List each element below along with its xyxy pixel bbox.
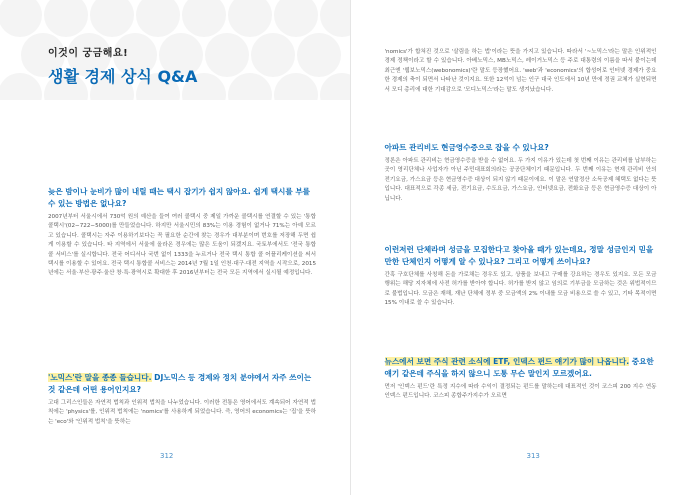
answer: 2007년부터 서울시에서 730억 원의 예산을 들여 여러 콜택시 중 제일 가까운 콜택시를 연결할 수 있는 '통합 콜택시'(02−722−5000)를 만들었습니다. 하지만 서울시민의 83%는 이용 경험이 없거나 71%는 아예 모르고 있습니다. 콜택시는 자주 이용하기보다는 꼭 필요한 순간에 찾는 경우가 대부분이며 번호를 저장해 두면 쉽게 이용할 수 있습니다. 타 지역에서 서울에 올라온 경우에는 많은 도움이 되겠지요. 국토부에서도 '전국 통합 콜 서비스'를 실시합니다. 전국 어디서나 국번 없이 1333을 누르거나 전국 택시 통합 콜 어플리케이션을 써서 택시를 이용할 수 있어요. 전국 택시 통합콜 서비스는 2014년 7월 1일 인천·대구·대전 지역을 시작으로, 2015년에는 서울·부산·광주·울산 창·특·광역시로 확대한 후 2016년부터는 전국 모든 지역에서 실시될 예정입니다.	[48, 214, 316, 277]
question-highlight: '노믹스'란 말을 종종 들습니다.	[48, 373, 152, 382]
answer: 먼저 '인덱스 펀드'란 특정 지수에 따라 수익이 결정되는 펀드를 말하는데 대표적인 것이 코스피 200 지수 연동 인덱스 펀드입니다. 코스피 종합주가지수가 오르면	[384, 384, 657, 400]
question: 이런저런 단체라며 성금을 모집한다고 찾아올 때가 있는데요, 정말 성금인지 믿을 만한 단체인지 어떻게 알 수 있나요? 그리고 어떻게 쓰이나요?	[384, 245, 654, 266]
intro-paragraph	[385, 48, 657, 95]
answer: 고대 그리스인들은 자연적 법칙과 인위적 법칙을 나누었습니다. 이러한 전통은 영어에서도 계속되어 자연적 법칙에는 'physics'를, 인위적 법칙에는 'nomics'를 사용하게 되었습니다. 즉, 영어의 economics는 '집'을 뜻하는 'eco'와 '인위적 법칙'을 뜻하는	[48, 400, 316, 425]
qa-item	[385, 356, 657, 402]
section-kicker: 이것이 궁금해요!	[48, 48, 129, 59]
question-rest: DJ노믹스 등 경제와 정치 분야에서 자주 쓰이는 것 같은데 어떤 용어인지요?	[48, 373, 312, 394]
page-number: 313	[526, 452, 540, 460]
question	[48, 372, 316, 396]
right-page	[351, 0, 700, 495]
qa-item	[48, 186, 316, 279]
answer-continued: 'nomics'가 합쳐진 것으로 '살림을 하는 법'이라는 뜻을 가지고 있습니다. 따라서 '~노믹스'라는 말은 인위적인 경제 정책이라고 할 수 있습니다. 아베노믹스, MB노믹스, 레이거노믹스 등 주로 대통령의 이름을 따서 붙이는데 최근엔 '웹보노믹스(webonomics)'란 말도 등장했어요. 'web'과 'economics'의 합성어로 인터넷 경제가 중요한 경제의 축이 되면서 나타난 것이지요. 또한 12억이 넘는 인구 대국 인도에서 10년 만에 정권 교체가 실현되면서 모디 총리에 대한 기대감으로 '모디노믹스'라는 말도 생겨났습니다.	[384, 49, 657, 93]
qa-item	[48, 372, 316, 427]
question: 아파트 관리비도 현금영수증으로 잡을 수 있나요?	[384, 143, 549, 152]
page-title: 생활 경제 상식 Q&A	[48, 67, 198, 86]
question	[385, 356, 657, 380]
qa-item	[385, 244, 657, 309]
question: 늦은 밤이나 눈비가 많이 내릴 때는 택시 잡기가 쉽지 않아요. 쉽게 택시를 부를 수 있는 방법은 없나요?	[48, 187, 311, 208]
qa-item	[385, 142, 657, 204]
answer: 정론은 아파트 관리비는 현금영수증을 받을 수 없어요. 두 가지 이유가 있는데 첫 번째 이유는 관리비를 납부하는 곳이 영리단체나 사업자가 아닌 주민대표회의라는 공공단체이기 때문입니다. 두 번째 이유는 현재 관리비 안의 전기요금, 가스요금 등은 현금영수증 대상이 되지 않기 때문이에요. 이 말은 연말정산 소득공제 혜택도 없다는 뜻입니다. 대표적으로 각종 세금, 전기요금, 수도요금, 가스요금, 인터넷요금, 전화요금 등은 현금영수증 대상이 아닙니다.	[384, 158, 657, 202]
question-rest: 중요한 얘기 같은데 주식을 하지 않으니 도통 무슨 말인지 모르겠어요.	[384, 357, 654, 378]
question-highlight: 뉴스에서 보면 주식 관련 소식에 ETF, 인덱스 펀드 얘기가 많이 나옵니다.	[384, 357, 630, 366]
page-number: 312	[160, 452, 174, 460]
answer: 간혹 구호단체를 사칭해 돈을 가로채는 경우도 있고, 상품을 보내고 구매를 강요하는 경우도 있지요. 모든 모금 행위는 해당 지자체에 사전 허가를 받아야 합니다. 허가를 받지 않고 임의로 기부금을 모금하는 것은 위법적이므로 불법입니다. 모금은 재해, 재난 단체에 정부 중 모금액의 2% 이내를 모금 비용으로 쓸 수 있고, 기타 목적이면 15% 이내로 쓸 수 있습니다.	[384, 272, 657, 307]
